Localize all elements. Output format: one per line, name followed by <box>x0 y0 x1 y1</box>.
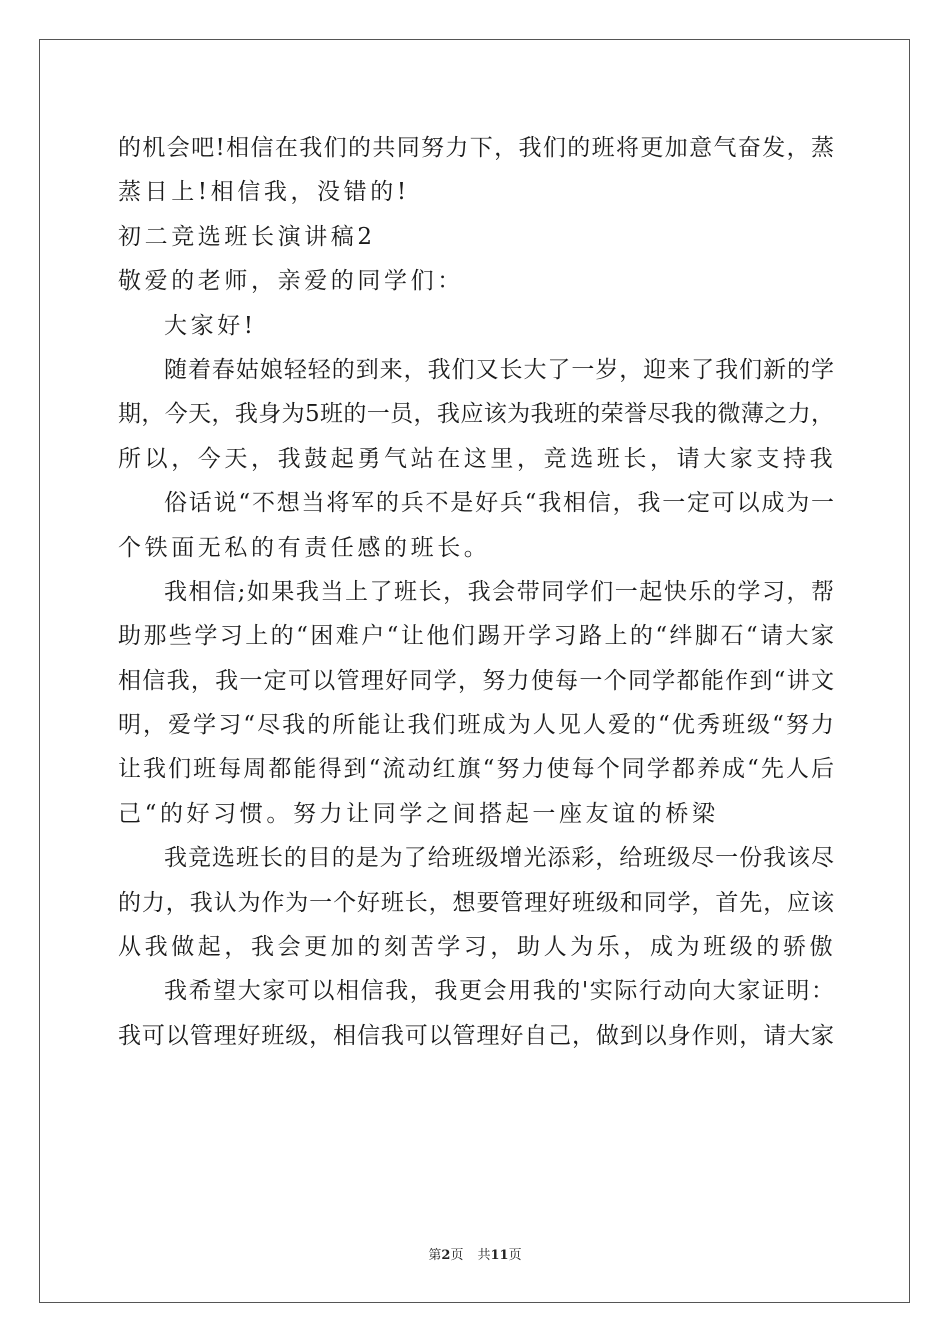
text-line-7: 期，今天，我身为5班的一员，我应该为我班的荣誉尽我的微薄之力， <box>118 401 834 428</box>
text-line-20: 我希望大家可以相信我，我更会用我的'实际行动向大家证明： <box>164 978 834 1005</box>
greeting: 大家好! <box>164 312 257 339</box>
page-footer <box>0 1247 950 1265</box>
section-heading: 初二竞选班长演讲稿2 <box>118 223 376 250</box>
text-line-14: 明，爱学习“尽我的所能让我们班成为人见人爱的“优秀班级“努力 <box>118 712 834 739</box>
text-line-10: 个铁面无私的有责任感的班长。 <box>118 534 491 561</box>
text-line-12: 助那些学习上的“困难户“让他们踢开学习路上的“绊脚石“请大家 <box>118 623 834 650</box>
page-total: 共11页 <box>477 1248 522 1263</box>
text-line-2: 蒸日上!相信我，没错的! <box>118 179 410 206</box>
salutation: 敬爱的老师，亲爱的同学们： <box>118 268 464 295</box>
text-line-19: 从我做起，我会更加的刻苦学习，助人为乐，成为班级的骄傲 <box>118 934 837 961</box>
text-line-13: 相信我，我一定可以管理好同学，努力使每一个同学都能作到“讲文 <box>118 667 834 694</box>
text-line-21: 我可以管理好班级，相信我可以管理好自己，做到以身作则，请大家 <box>118 1022 834 1049</box>
text-line-8: 所以，今天，我鼓起勇气站在这里，竞选班长，请大家支持我 <box>118 445 837 472</box>
text-line-18: 的力，我认为作为一个好班长，想要管理好班级和同学，首先，应该 <box>118 889 834 916</box>
text-line-6: 随着春姑娘轻轻的到来，我们又长大了一岁，迎来了我们新的学 <box>164 356 834 383</box>
text-line-17: 我竞选班长的目的是为了给班级增光添彩，给班级尽一份我该尽 <box>164 845 834 872</box>
text-line-16: 己“的好习惯。努力让同学之间搭起一座友谊的桥梁 <box>118 800 719 827</box>
text-line-15: 让我们班每周都能得到“流动红旗“努力使每个同学都养成“先人后 <box>118 756 834 783</box>
text-line-11: 我相信;如果我当上了班长，我会带同学们一起快乐的学习，帮 <box>164 578 834 605</box>
text-line-1: 的机会吧!相信在我们的共同努力下，我们的班将更加意气奋发，蒸 <box>118 135 834 161</box>
page-number: 第2页 <box>428 1248 464 1263</box>
document-body <box>118 126 837 1058</box>
text-line-9: 俗话说“不想当将军的兵不是好兵“我相信，我一定可以成为一 <box>164 490 834 517</box>
